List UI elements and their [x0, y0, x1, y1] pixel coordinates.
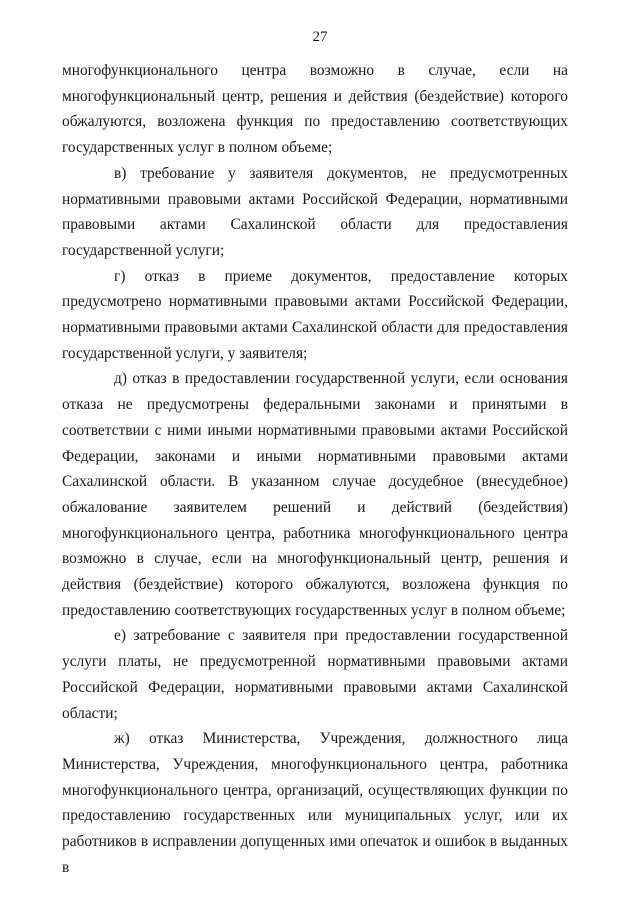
paragraph-item-g: г) отказ в приеме документов, предоставление которых предусмотрено нормативными правовыми актами Российской Федерации, нормативными правовыми актами Сахалинской области для предоставления государственной услуги, у заявителя; [62, 267, 568, 362]
paragraph-item-zh: ж) отказ Министерства, Учреждения, должностного лица Министерства, Учреждения, многофункционального центра, работника многофункционального центра, организаций, осуществляющих функции по предоставлению государственных или муниципальных услуг, или их работников в исправлении допущенных ими опечаток и ошибок в выданных в [62, 730, 568, 876]
paragraph-item-v: в) требование у заявителя документов, не предусмотренных нормативными правовыми актами Российской Федерации, нормативными правовыми актами Сахалинской области для предоставления государственной услуги; [62, 164, 568, 259]
page-number: 27 [312, 29, 328, 45]
paragraph-continuation: многофункционального центра возможно в случае, если на многофункциональный центр, решения и действия (бездействие) которого обжалуются, возложена функция по предоставлению соответствующих государственных услуг в полном объеме; [62, 62, 568, 157]
document-body [62, 58, 568, 881]
paragraph-item-e: е) затребование с заявителя при предоставлении государственной услуги платы, не предусмотренной нормативными правовыми актами Российской Федерации, нормативными правовыми актами Сахалинской области; [62, 627, 568, 722]
paragraph-item-d: д) отказ в предоставлении государственной услуги, если основания отказа не предусмотрены федеральными законами и принятыми в соответствии с ними иными нормативными правовыми актами Российской Федерации, законами и иными нормативными правовыми актами Сахалинской области. В указанном случае досудебное (внесудебное) обжалование заявителем решений и действий (бездействия) многофункционального центра, работника многофункционального центра возможно в случае, если на многофункциональный центр, решения и действия (бездействие) которого обжалуются, возложена функция по предоставлению соответствующих государственных услуг в полном объеме; [62, 370, 568, 619]
